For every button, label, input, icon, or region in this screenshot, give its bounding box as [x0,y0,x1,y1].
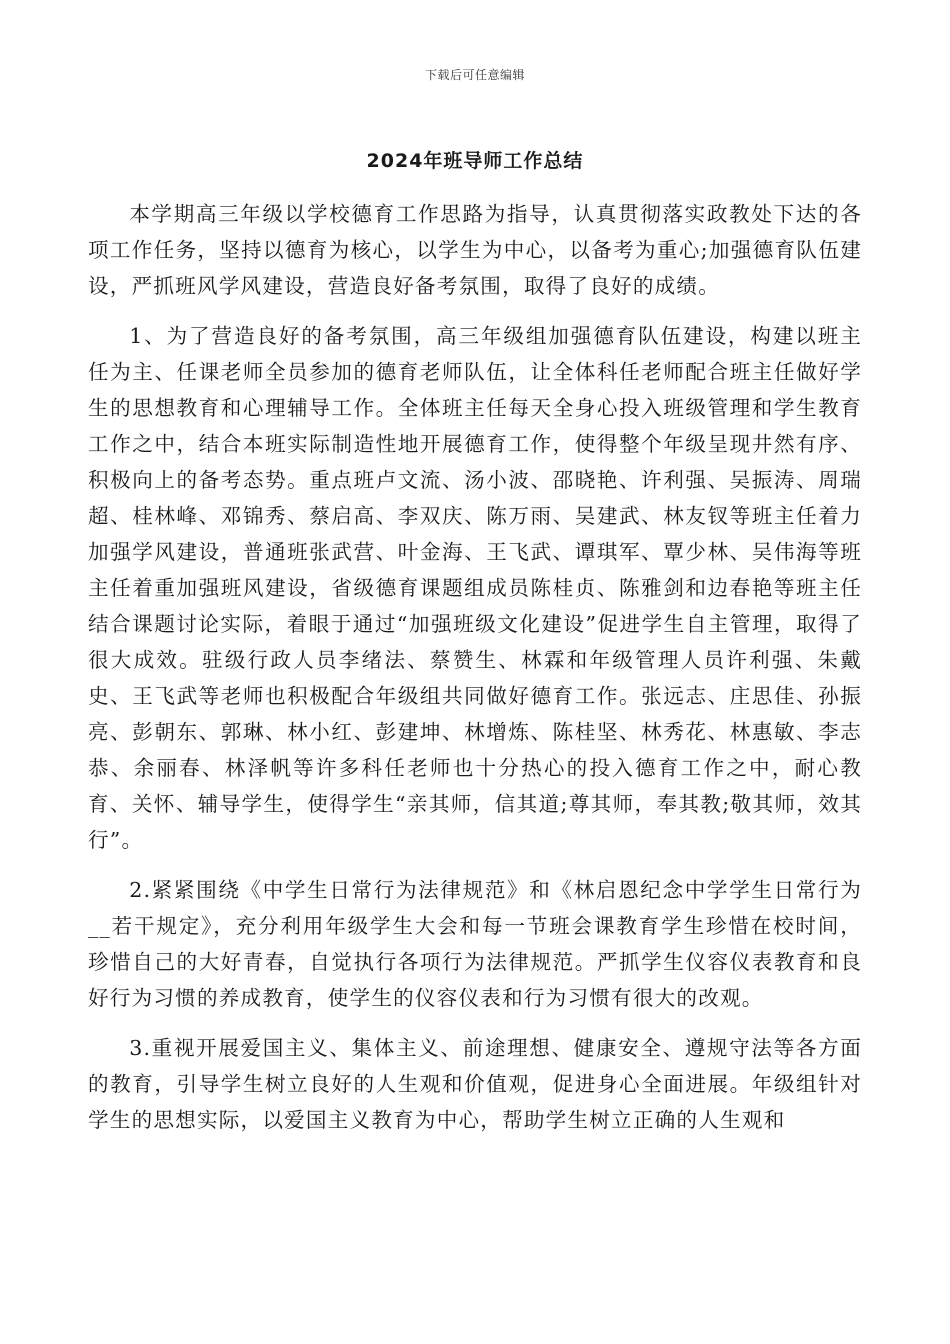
paragraph-intro: 本学期高三年级以学校德育工作思路为指导，认真贯彻落实政教处下达的各项工作任务，坚持以德育为核心，以学生为中心，以备考为重心;加强德育队伍建设，严抓班风学风建设，营造良好备考氛围，取得了良好的成绩。 [88,202,862,298]
paragraph-item-1: 1、为了营造良好的备考氛围，高三年级组加强德育队伍建设，构建以班主任为主、任课老师全员参加的德育老师队伍，让全体科任老师配合班主任做好学生的思想教育和心理辅导工作。全体班主任每天全身心投入班级管理和学生教育工作之中，结合本班实际制造性地开展德育工作，使得整个年级呈现井然有序、积极向上的备考态势。重点班卢文流、汤小波、邵晓艳、许利强、吴振涛、周瑞超、桂林峰、邓锦秀、蔡启高、李双庆、陈万雨、吴建武、林友钗等班主任着力加强学风建设，普通班张武营、叶金海、王飞武、谭琪军、覃少林、吴伟海等班主任着重加强班风建设，省级德育课题组成员陈桂贞、陈雅剑和边春艳等班主任结合课题讨论实际，着眼于通过“加强班级文化建设”促进学生自主管理，取得了很大成效。驻级行政人员李绪法、蔡赞生、林霖和年级管理人员许利强、朱戴史、王飞武等老师也积极配合年级组共同做好德育工作。张远志、庄思佳、孙振亮、彭朝东、郭琳、林小红、彭建坤、林增炼、陈桂坚、林秀花、林惠敏、李志恭、余丽春、林泽帆等许多科任老师也十分热心的投入德育工作之中，耐心教育、关怀、辅导学生，使得学生“亲其师，信其道;尊其师，奉其教;敬其师，效其行”。 [88,324,862,852]
document-title: 2024年班导师工作总结 [366,150,584,172]
page-header-note: 下载后可任意编辑 [424,68,525,82]
paragraph-item-2: 2.紧紧围绕《中学生日常行为法律规范》和《林启恩纪念中学学生日常行为__若干规定》，充分利用年级学生大会和每一节班会课教育学生珍惜在校时间，珍惜自己的大好青春，自觉执行各项行为法律规范。严抓学生仪容仪表教育和良好行为习惯的养成教育，使学生的仪容仪表和行为习惯有很大的改观。 [88,878,862,1010]
document-body [88,196,862,1152]
paragraph-item-3: 3.重视开展爱国主义、集体主义、前途理想、健康安全、遵规守法等各方面的教育，引导学生树立良好的人生观和价值观，促进身心全面进展。年级组针对学生的思想实际，以爱国主义教育为中心，帮助学生树立正确的人生观和 [88,1036,862,1132]
